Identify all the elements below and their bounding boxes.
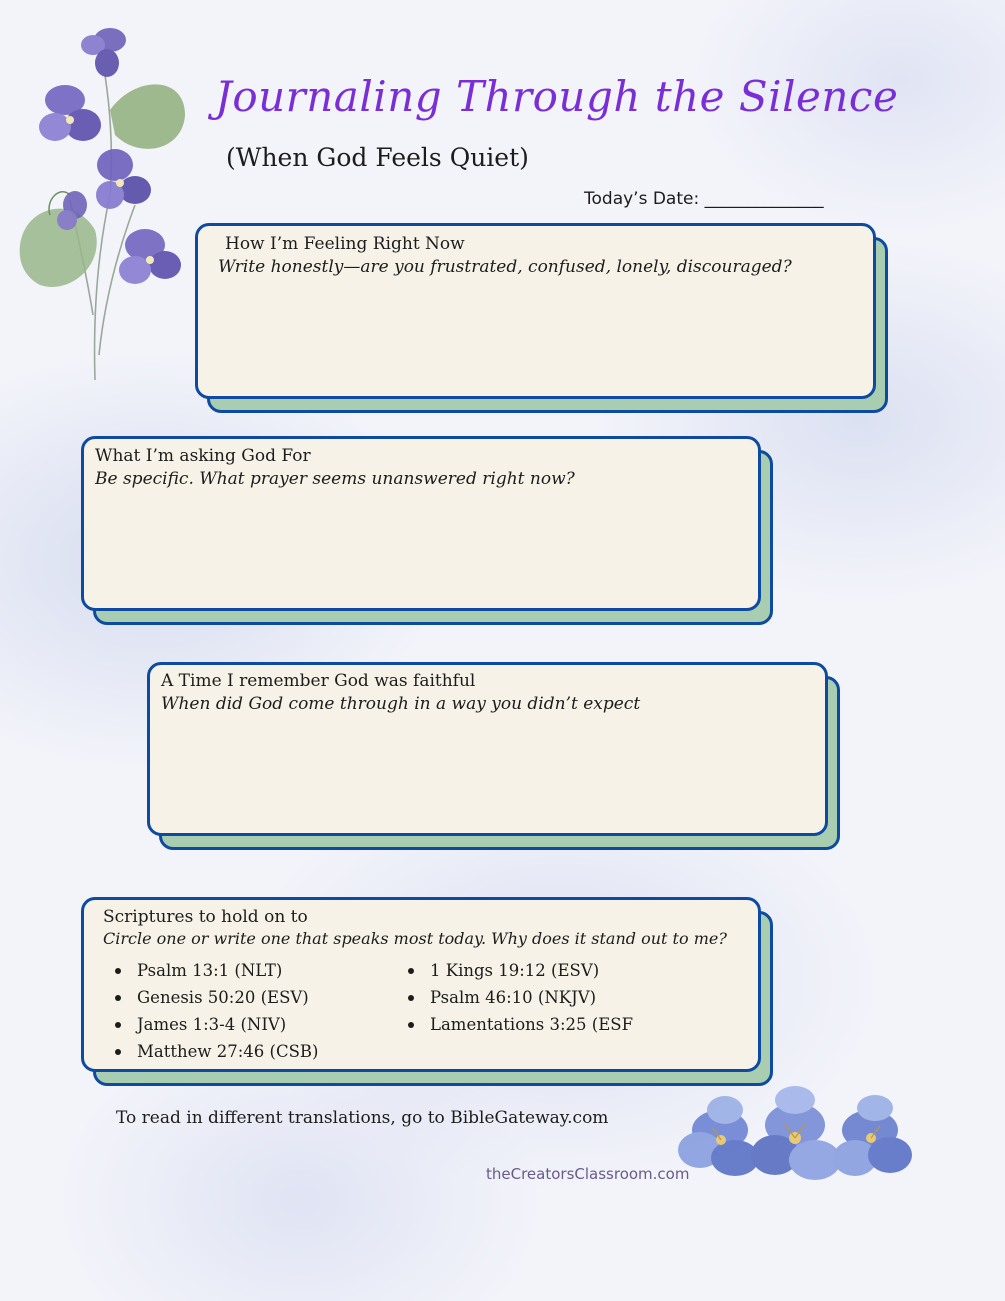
page-subtitle: (When God Feels Quiet) [226,143,529,172]
card-heading: A Time I remember God was faithful [161,671,476,691]
verse-item: James 1:3-4 (NIV) [115,1011,318,1038]
card-heading: What I’m asking God For [95,446,311,466]
verse-item: Psalm 13:1 (NLT) [115,957,318,984]
verse-item: Psalm 46:10 (NKJV) [408,984,633,1011]
blue-flowers-illustration [675,1080,920,1205]
feeling-card [195,223,876,399]
verse-item: 1 Kings 19:12 (ESV) [408,957,633,984]
date-field: Today’s Date: ______________ [584,189,824,209]
verse-item: Genesis 50:20 (ESV) [115,984,318,1011]
verse-list-left [115,957,318,1065]
card-heading: Scriptures to hold on to [103,907,308,927]
verse-item: Matthew 27:46 (CSB) [115,1038,318,1065]
asking-card [81,436,761,611]
page-title: Journaling Through the Silence [215,72,899,121]
card-prompt: Circle one or write one that speaks most today. Why does it stand out to me? [103,929,727,948]
violet-flowers-illustration [15,15,205,385]
card-prompt: When did God come through in a way you didn’t expect [161,694,641,714]
verse-item: Lamentations 3:25 (ESF [408,1011,633,1038]
scriptures-card [81,897,761,1072]
site-url: theCreatorsClassroom.com [486,1165,690,1183]
card-prompt: Write honestly—are you frustrated, confused, lonely, discouraged? [218,257,792,277]
verse-list-right [408,957,633,1038]
card-prompt: Be specific. What prayer seems unanswered right now? [95,469,575,489]
translation-note: To read in different translations, go to BibleGateway.com [116,1108,609,1128]
card-heading: How I’m Feeling Right Now [225,234,465,254]
faithful-card [147,662,828,836]
